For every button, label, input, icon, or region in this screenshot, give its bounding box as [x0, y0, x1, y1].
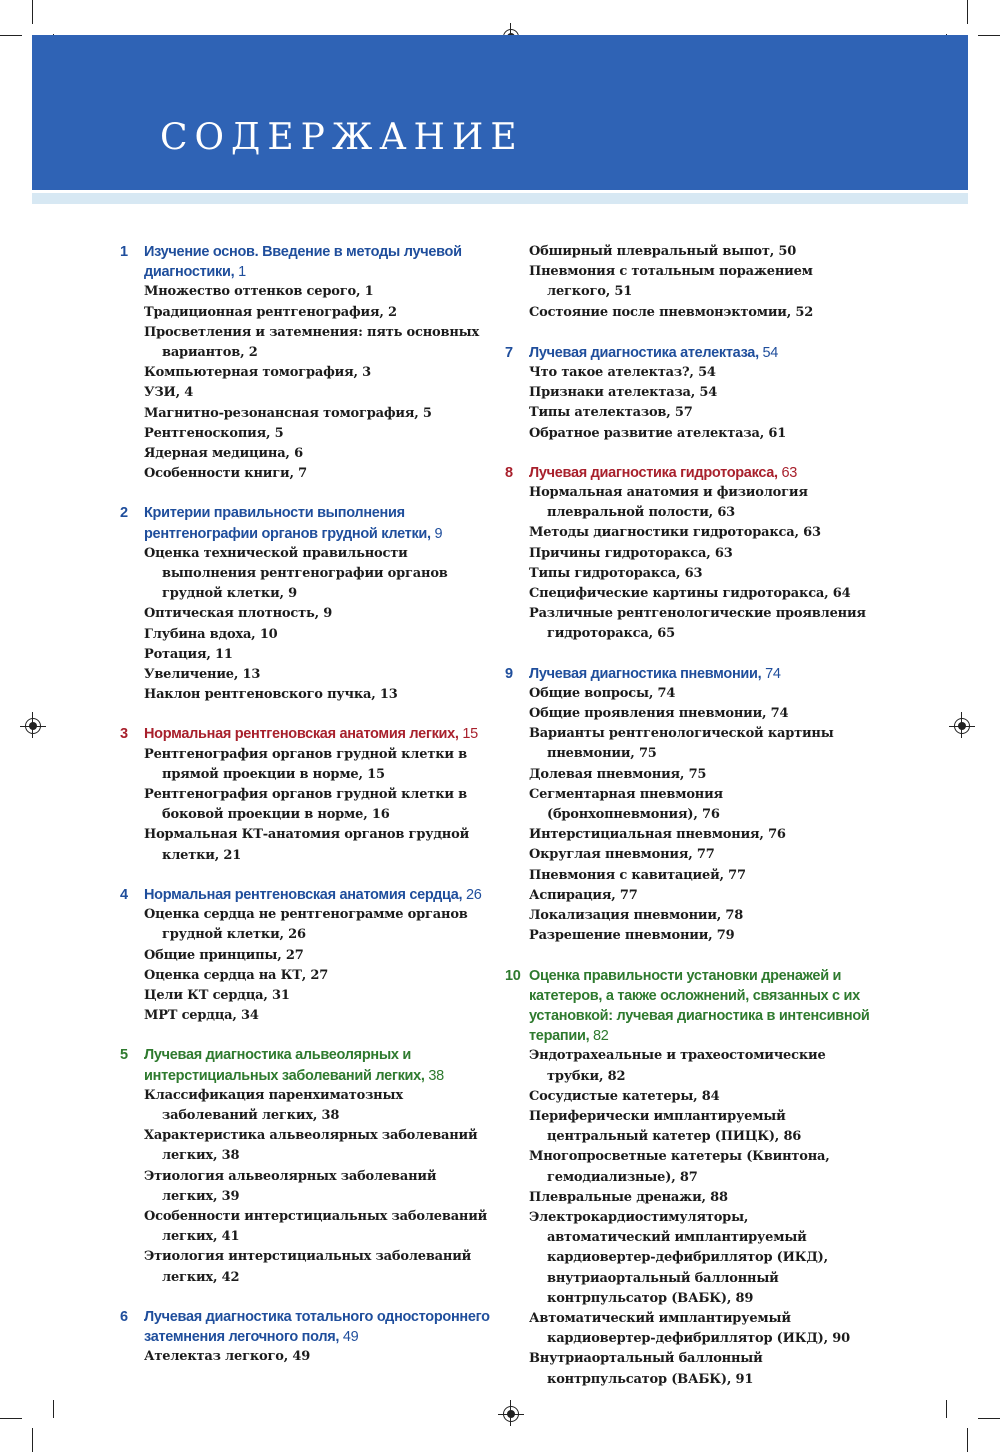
toc-left-column [120, 242, 490, 1386]
chapter-4 [120, 885, 490, 1026]
toc-entry[interactable]: Многопросветные катетеры (Квинтона, гемодиализные), 87 [529, 1149, 830, 1185]
toc-entry[interactable]: Традиционная рентгенография, 2 [144, 304, 397, 320]
chapter-page: 1 [238, 264, 246, 281]
chapter-number: 2 [120, 505, 128, 522]
toc-entry[interactable]: Наклон рентгеновского пучка, 13 [144, 687, 398, 703]
toc-entry[interactable]: Особенности книги, 7 [144, 466, 307, 482]
crop-mark [32, 1428, 33, 1452]
toc-entry[interactable]: Сегментарная пневмония (бронхопневмония), 76 [529, 786, 723, 823]
chapter-title: Лучевая диагностика тотального одностороннего затемнения легочного поля, 49 [144, 1308, 490, 1345]
toc-entry[interactable]: Типы ателектазов, 57 [529, 405, 693, 421]
chapter-heading[interactable] [505, 966, 875, 1047]
chapter-heading[interactable] [120, 885, 490, 905]
chapter-title: Лучевая диагностика альвеолярных и интерстициальных заболеваний легких, 38 [144, 1047, 444, 1084]
toc-entry[interactable]: Характеристика альвеолярных заболеваний легких, 38 [144, 1128, 478, 1164]
crop-mark [53, 1400, 54, 1418]
toc-entry[interactable]: Пневмония с тотальным поражением легкого, 51 [529, 264, 813, 300]
chapter-8 [505, 463, 875, 645]
chapter-entries [144, 1347, 490, 1367]
chapter-page: 38 [428, 1067, 444, 1084]
chapter-number: 1 [120, 244, 128, 260]
toc-entry[interactable]: Просветления и затемнения: пять основных вариантов, 2 [144, 324, 480, 361]
chapter-heading[interactable] [120, 1045, 490, 1085]
toc-entry[interactable]: Оптическая плотность, 9 [144, 606, 333, 622]
toc-entry[interactable]: Сосудистые катетеры, 84 [529, 1088, 720, 1104]
chapter-2 [120, 503, 490, 705]
chapter-heading[interactable] [120, 503, 490, 543]
toc-entry[interactable]: Обратное развитие ателектаза, 61 [529, 425, 787, 441]
toc-entry[interactable]: Ателектаз легкого, 49 [144, 1349, 311, 1365]
crop-mark [32, 0, 33, 24]
chapter-heading[interactable] [505, 463, 875, 483]
toc-entry[interactable]: Множество оттенков серого, 1 [144, 284, 374, 300]
chapter-entries [144, 905, 490, 1026]
registration-mark-line [961, 712, 962, 738]
toc-entry[interactable]: Специфические картины гидроторакса, 64 [529, 586, 851, 602]
toc-right-column [505, 242, 875, 1409]
toc-entry[interactable]: Глубина вдоха, 10 [144, 626, 278, 642]
page-title: СОДЕРЖАНИЕ [160, 117, 524, 158]
toc-entry[interactable]: Признаки ателектаза, 54 [529, 385, 718, 401]
toc-entry[interactable]: Периферически имплантируемый центральный катетер (ПИЦК), 86 [529, 1108, 802, 1145]
chapter-entries [144, 1086, 490, 1288]
chapter-6 [120, 1307, 490, 1368]
chapter-entries [529, 242, 875, 323]
chapter-page: 74 [765, 665, 781, 682]
header-underline [32, 193, 968, 204]
toc-entry[interactable]: Разрешение пневмонии, 79 [529, 928, 735, 944]
chapter-1 [120, 242, 490, 484]
toc-entry[interactable]: Цели КТ сердца, 31 [144, 987, 290, 1003]
chapter-9 [505, 664, 875, 947]
toc-entry[interactable]: Оценка технической правильности выполнения рентгенографии органов грудной клетки, 9 [144, 545, 448, 602]
registration-mark-line [32, 712, 33, 738]
registration-mark-icon [954, 718, 970, 734]
toc-entry[interactable]: Локализация пневмонии, 78 [529, 908, 744, 924]
toc-entry[interactable]: Различные рентгенологические проявления гидроторакса, 65 [529, 606, 866, 642]
toc-entry[interactable]: Рентгеноскопия, 5 [144, 425, 284, 441]
toc-entry[interactable]: Долевая пневмония, 75 [529, 766, 707, 782]
chapter-entries [529, 1046, 875, 1389]
toc-entry[interactable]: Ядерная медицина, 6 [144, 446, 303, 462]
chapter-entries [529, 363, 875, 444]
toc-entry[interactable]: Магнитно-резонансная томография, 5 [144, 405, 432, 421]
crop-mark [978, 1418, 1000, 1419]
chapter-heading[interactable] [120, 242, 490, 282]
chapter-page: 9 [434, 525, 443, 542]
chapter-number: 10 [505, 967, 521, 984]
chapter-number: 6 [120, 1308, 128, 1325]
toc-entry[interactable]: Общие проявления пневмонии, 74 [529, 706, 789, 722]
chapter-title: Изучение основ. Введение в методы лучевой диагностики, 1 [144, 244, 462, 281]
toc-entry[interactable]: УЗИ, 4 [144, 385, 194, 401]
toc-entry[interactable]: Классификация паренхиматозных заболеваний легких, 38 [144, 1087, 403, 1123]
chapter-number: 9 [505, 665, 513, 682]
chapter-title: Лучевая диагностика пневмонии, 74 [529, 665, 781, 682]
toc-entry[interactable]: Что такое ателектаз?, 54 [529, 365, 716, 381]
toc-entry[interactable]: Состояние после пневмонэктомии, 52 [529, 304, 814, 320]
toc-entry[interactable]: Ротация, 11 [144, 646, 233, 662]
toc-entry[interactable]: Нормальная КТ-анатомия органов грудной клетки, 21 [144, 827, 470, 863]
crop-mark [967, 1428, 968, 1452]
crop-mark [978, 35, 1000, 36]
chapter-heading[interactable] [120, 1307, 490, 1347]
toc-entry[interactable]: Типы гидроторакса, 63 [529, 565, 703, 581]
chapter-heading[interactable] [505, 343, 875, 363]
toc-entry[interactable]: Увеличение, 13 [144, 667, 261, 683]
toc-entry[interactable]: Методы диагностики гидроторакса, 63 [529, 525, 821, 541]
chapter-entries [144, 282, 490, 484]
crop-mark [946, 1400, 947, 1418]
chapter-page: 49 [342, 1328, 359, 1345]
chapter-title: Лучевая диагностика гидроторакса, 63 [529, 464, 798, 481]
toc-entry[interactable]: Варианты рентгенологической картины пневмонии, 75 [529, 726, 834, 762]
chapter-entries [529, 684, 875, 947]
toc-entry[interactable]: Этиология интерстициальных заболеваний легких, 42 [144, 1249, 472, 1285]
chapter-3 [120, 724, 490, 865]
toc-entry[interactable]: Обширный плевральный выпот, 50 [529, 244, 797, 259]
toc-entry[interactable]: Автоматический имплантируемый кардиовертер-дефибриллятор (ИКД), 90 [529, 1310, 850, 1347]
chapter-number: 4 [120, 886, 128, 903]
chapter-number: 7 [505, 344, 513, 361]
toc-entry[interactable]: Компьютерная томография, 3 [144, 365, 371, 381]
toc-entry[interactable]: Округлая пневмония, 77 [529, 847, 715, 863]
chapter-5 [120, 1045, 490, 1287]
toc-entry[interactable]: Аспирация, 77 [529, 887, 638, 903]
chapter-page: 15 [462, 726, 478, 743]
toc-entry[interactable]: Оценка сердца не рентгенограмме органов грудной клетки, 26 [144, 907, 468, 943]
toc-entry[interactable]: Нормальная анатомия и физиология плевральной полости, 63 [529, 485, 808, 521]
chapter-7 [505, 343, 875, 444]
chapter-title: Нормальная рентгеновская анатомия сердца, 26 [144, 886, 482, 903]
chapter-title: Лучевая диагностика ателектаза, 54 [529, 344, 779, 361]
toc-entry[interactable]: Общие принципы, 27 [144, 947, 304, 963]
toc-entry[interactable]: Особенности интерстициальных заболеваний легких, 41 [144, 1208, 488, 1245]
toc-entry[interactable]: Этиология альвеолярных заболеваний легких, 39 [144, 1168, 437, 1204]
toc-entry[interactable]: Интерстициальная пневмония, 76 [529, 827, 786, 843]
toc-entry[interactable]: Рентгенография органов грудной клетки в прямой проекции в норме, 15 [144, 746, 467, 782]
chapter-number: 5 [120, 1047, 128, 1064]
chapter-continuation [505, 242, 875, 323]
chapter-title: Нормальная рентгеновская анатомия легких, 15 [144, 726, 478, 743]
chapter-heading[interactable] [120, 724, 490, 744]
toc-entry[interactable]: Оценка сердца на КТ, 27 [144, 967, 329, 983]
toc-entry[interactable]: Внутриаортальный баллонный контрпульсатор (ВАБК), 91 [529, 1351, 763, 1387]
chapter-entries [144, 544, 490, 706]
chapter-number: 3 [120, 726, 128, 743]
chapter-title: Оценка правильности установки дренажей и катетеров, а также осложнений, связанных с их установкой: лучевая диагностика в интенсивной терапии, 82 [529, 967, 870, 1045]
crop-mark [0, 35, 22, 36]
crop-mark [967, 0, 968, 24]
chapter-title: Критерии правильности выполнения рентгенографии органов грудной клетки, 9 [144, 505, 443, 542]
toc-entry[interactable]: Причины гидроторакса, 63 [529, 545, 733, 561]
chapter-number: 8 [505, 464, 513, 481]
chapter-page: 63 [781, 464, 798, 481]
chapter-entries [144, 745, 490, 866]
toc-entry[interactable]: Пневмония с кавитацией, 77 [529, 867, 746, 883]
header-band [32, 35, 968, 190]
toc-entry[interactable]: МРТ сердца, 34 [144, 1008, 259, 1024]
chapter-page: 26 [466, 886, 482, 903]
chapter-heading[interactable] [505, 664, 875, 684]
registration-mark-icon [25, 718, 41, 734]
chapter-10 [505, 966, 875, 1390]
toc-entry[interactable]: Электрокардиостимуляторы, автоматический имплантируемый кардиовертер-дефибриллятор (ИКД), внутриаортальный баллонный контрпульсатор (ВАБК), 89 [529, 1209, 828, 1306]
toc-entry[interactable]: Общие вопросы, 74 [529, 685, 676, 701]
chapter-page: 82 [593, 1028, 609, 1045]
toc-entry[interactable]: Рентгенография органов грудной клетки в боковой проекции в норме, 16 [144, 787, 467, 823]
chapter-page: 54 [762, 344, 779, 361]
chapter-entries [529, 483, 875, 645]
toc-entry[interactable]: Эндотрахеальные и трахеостомические трубки, 82 [529, 1048, 826, 1084]
toc-entry[interactable]: Плевральные дренажи, 88 [529, 1189, 728, 1205]
crop-mark [0, 1418, 22, 1419]
